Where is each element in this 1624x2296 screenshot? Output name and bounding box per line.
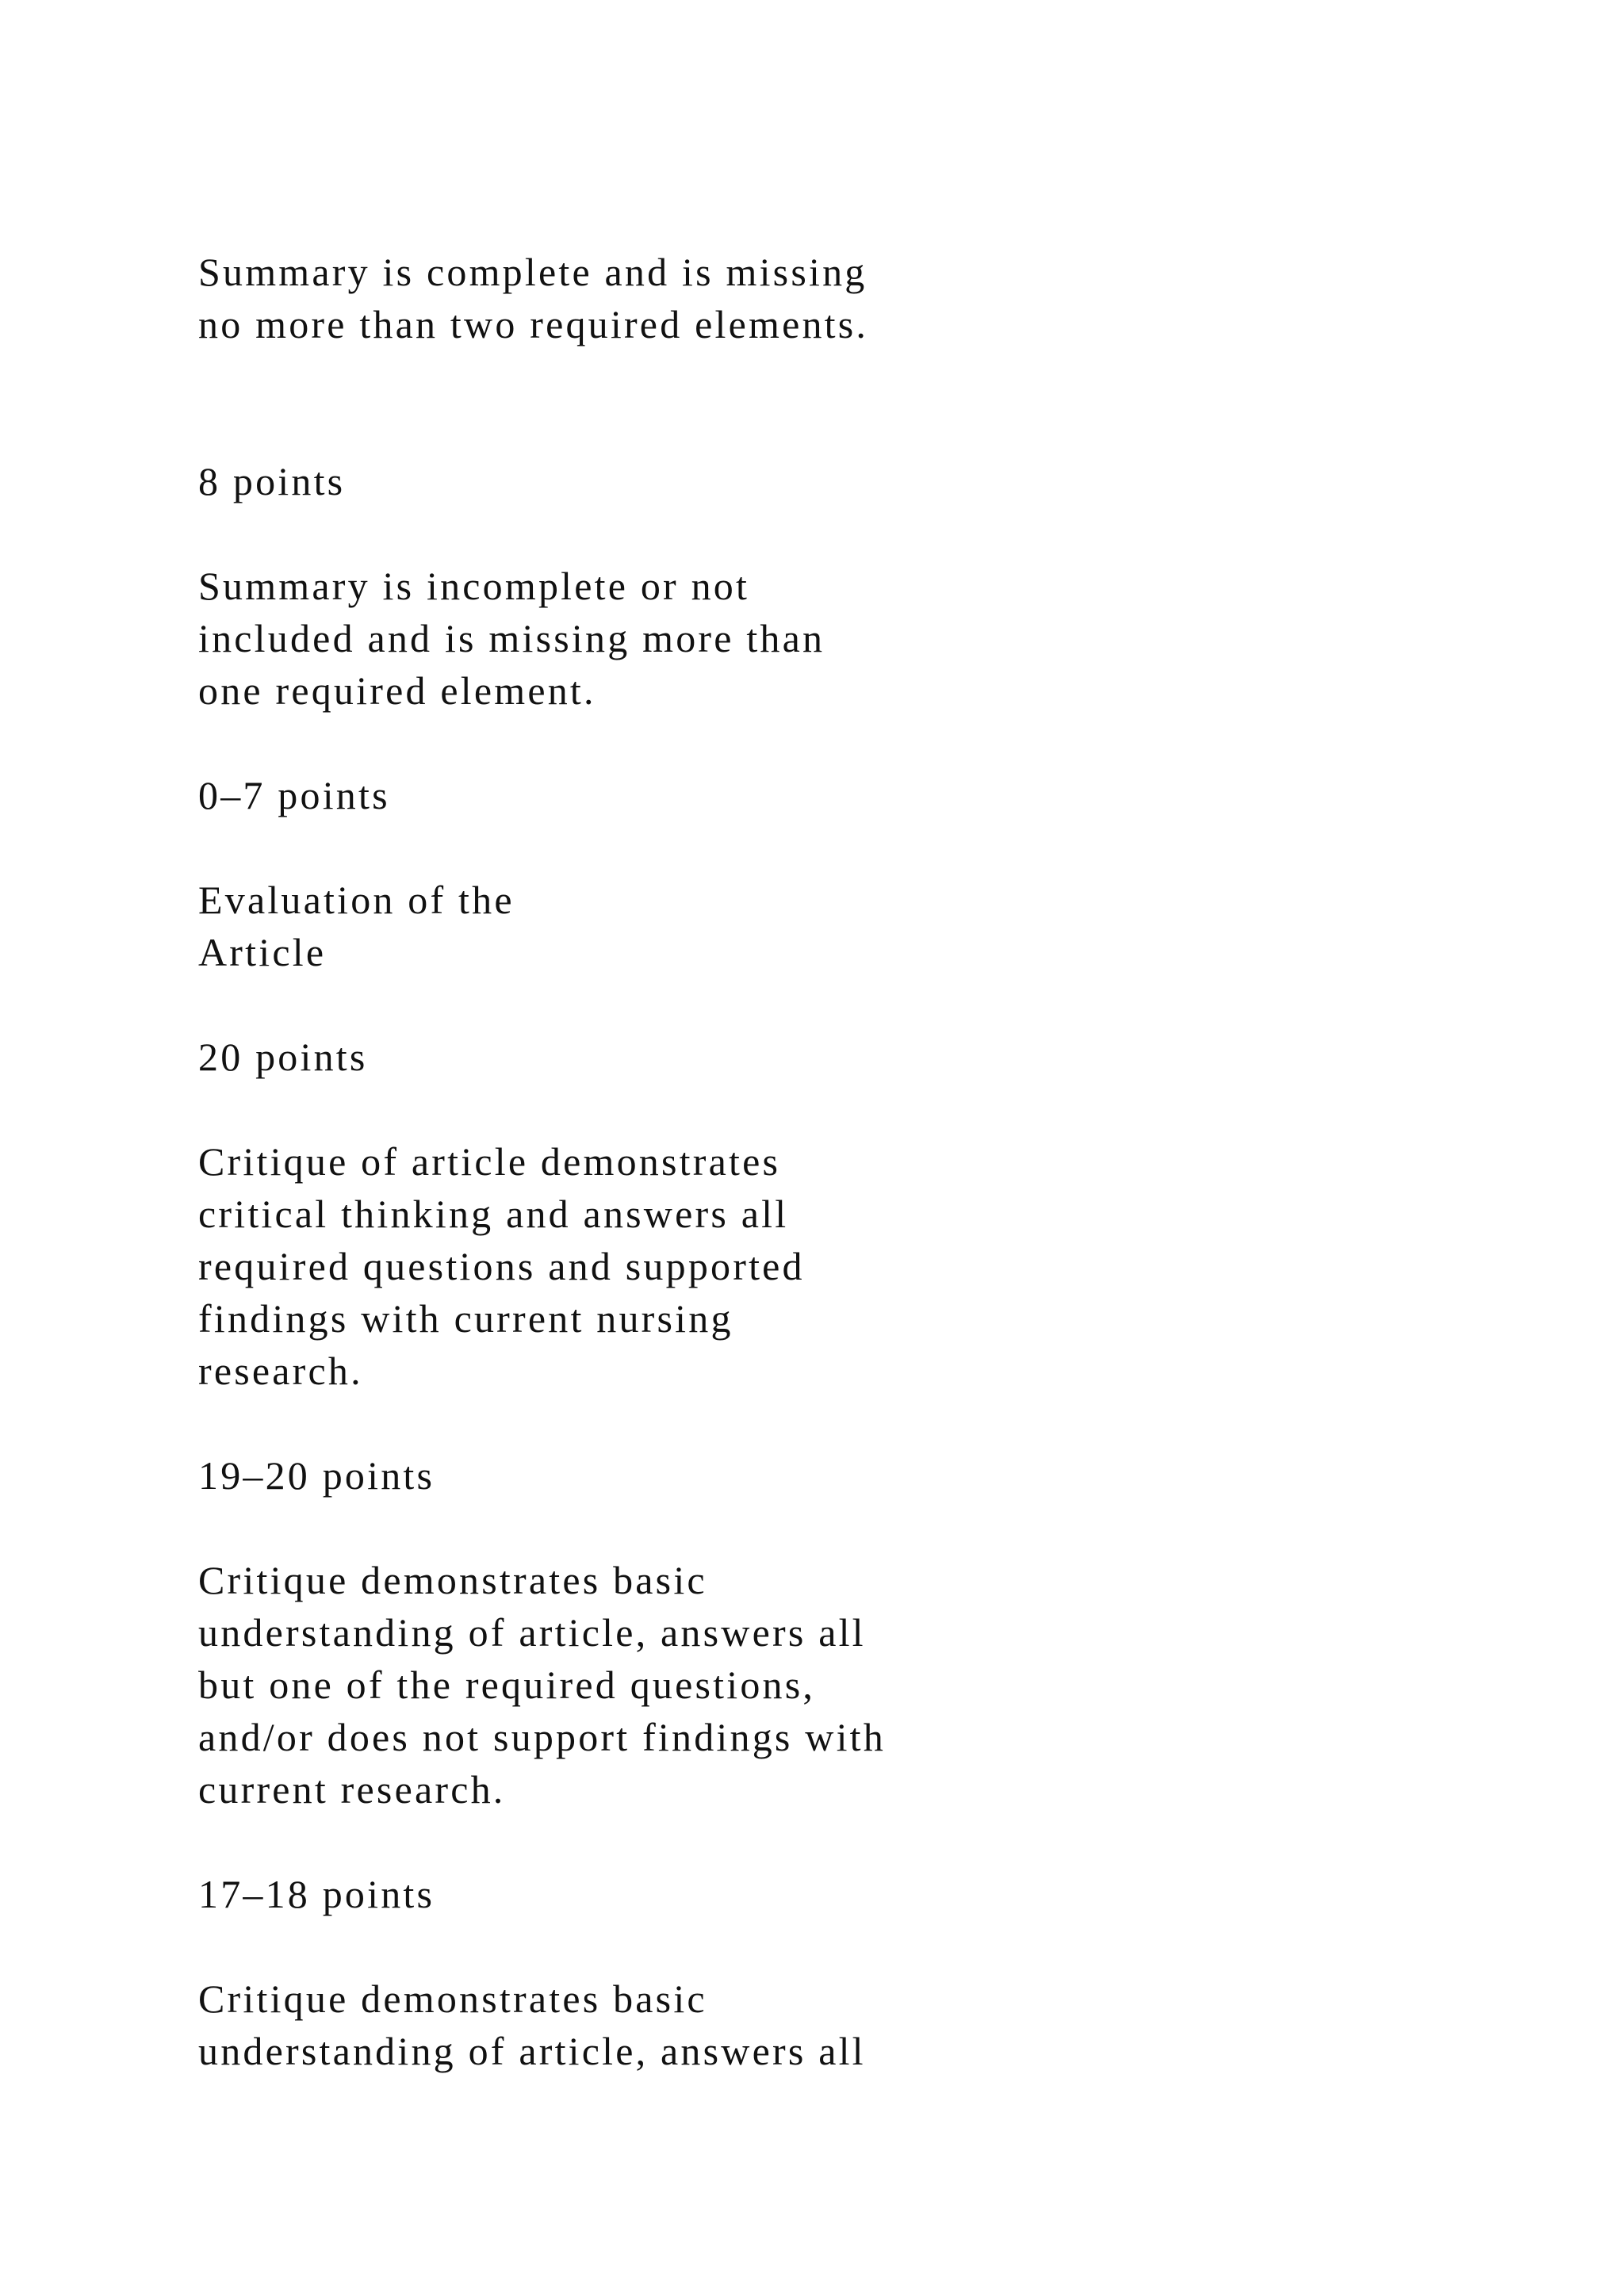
points-0-7: 0–7 points <box>198 773 390 817</box>
points-17-18: 17–18 points <box>198 1872 435 1916</box>
evaluation-heading: Evaluation of the Article <box>198 878 515 974</box>
points-8: 8 points <box>198 459 346 503</box>
critique-basic-criterion-continued: Critique demonstrates basic understanding of article, answers all <box>198 1976 866 2073</box>
points-19-20: 19–20 points <box>198 1453 435 1498</box>
document-body <box>198 246 1388 2077</box>
critique-critical-thinking-criterion: Critique of article demonstrates critical thinking and answers all required questions and supported findings with current nursing research. <box>198 1139 805 1393</box>
summary-incomplete-criterion: Summary is incomplete or not included and is missing more than one required element. <box>198 564 825 713</box>
summary-complete-criterion: Summary is complete and is missing no more than two required elements. <box>198 250 869 346</box>
critique-basic-criterion: Critique demonstrates basic understanding of article, answers all but one of the required questions, and/or does not support findings with current research. <box>198 1558 886 1812</box>
points-20: 20 points <box>198 1035 368 1079</box>
